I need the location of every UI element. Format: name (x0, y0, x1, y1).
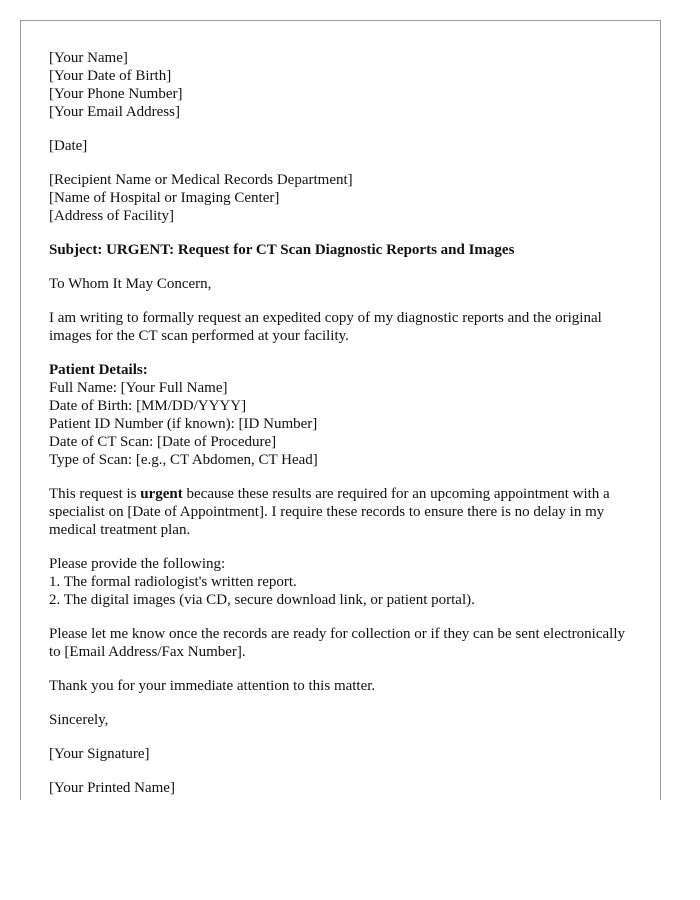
sender-block (49, 49, 639, 121)
date-block (49, 137, 639, 155)
sender-dob: [Your Date of Birth] (49, 68, 172, 84)
subject-line: Subject: URGENT: Request for CT Scan Diagnostic Reports and Images (49, 242, 515, 258)
notify-paragraph (49, 625, 639, 661)
printed-name: [Your Printed Name] (49, 780, 175, 796)
signature: [Your Signature] (49, 746, 150, 762)
patient-full-name: Full Name: [Your Full Name] (49, 380, 228, 396)
closing: Sincerely, (49, 712, 109, 728)
sender-email: [Your Email Address] (49, 104, 180, 120)
salutation: To Whom It May Concern, (49, 276, 212, 292)
sender-name: [Your Name] (49, 50, 128, 66)
salutation-block (49, 275, 639, 293)
recipient-address: [Address of Facility] (49, 208, 174, 224)
intro-paragraph (49, 309, 639, 345)
scan-type: Type of Scan: [e.g., CT Abdomen, CT Head] (49, 452, 318, 468)
thanks-paragraph (49, 677, 639, 695)
patient-id: Patient ID Number (if known): [ID Number] (49, 416, 318, 432)
printed-name-block (49, 779, 639, 797)
provide-block (49, 555, 639, 609)
sender-phone: [Your Phone Number] (49, 86, 183, 102)
provide-item-report: 1. The formal radiologist's written report. (49, 574, 297, 590)
patient-details-heading: Patient Details: (49, 362, 148, 378)
notify-text: Please let me know once the records are ready for collection or if they can be sent electronically to [Email Address/Fax Number]. (49, 626, 625, 660)
urgency-text-before: This request is (49, 486, 141, 502)
recipient-block (49, 171, 639, 225)
signature-block (49, 745, 639, 763)
patient-dob: Date of Birth: [MM/DD/YYYY] (49, 398, 247, 414)
letter-date: [Date] (49, 138, 88, 154)
patient-details-block (49, 361, 639, 469)
urgency-text-after: because these results are required for an upcoming appointment with a specialist on [Date of Appointment]. I require these records to ensure there is no delay in my medical treatment plan. (49, 486, 610, 538)
recipient-facility: [Name of Hospital or Imaging Center] (49, 190, 280, 206)
closing-block (49, 711, 639, 729)
recipient-name: [Recipient Name or Medical Records Department] (49, 172, 353, 188)
urgency-paragraph (49, 485, 639, 539)
urgency-emphasis: urgent (140, 486, 183, 502)
letter-page (20, 20, 661, 800)
provide-item-images: 2. The digital images (via CD, secure download link, or patient portal). (49, 592, 475, 608)
thanks-text: Thank you for your immediate attention to this matter. (49, 678, 376, 694)
provide-heading: Please provide the following: (49, 556, 226, 572)
intro-text: I am writing to formally request an expedited copy of my diagnostic reports and the original images for the CT scan performed at your facility. (49, 310, 602, 344)
scan-date: Date of CT Scan: [Date of Procedure] (49, 434, 277, 450)
subject-block (49, 241, 639, 259)
letter-body (49, 49, 639, 813)
